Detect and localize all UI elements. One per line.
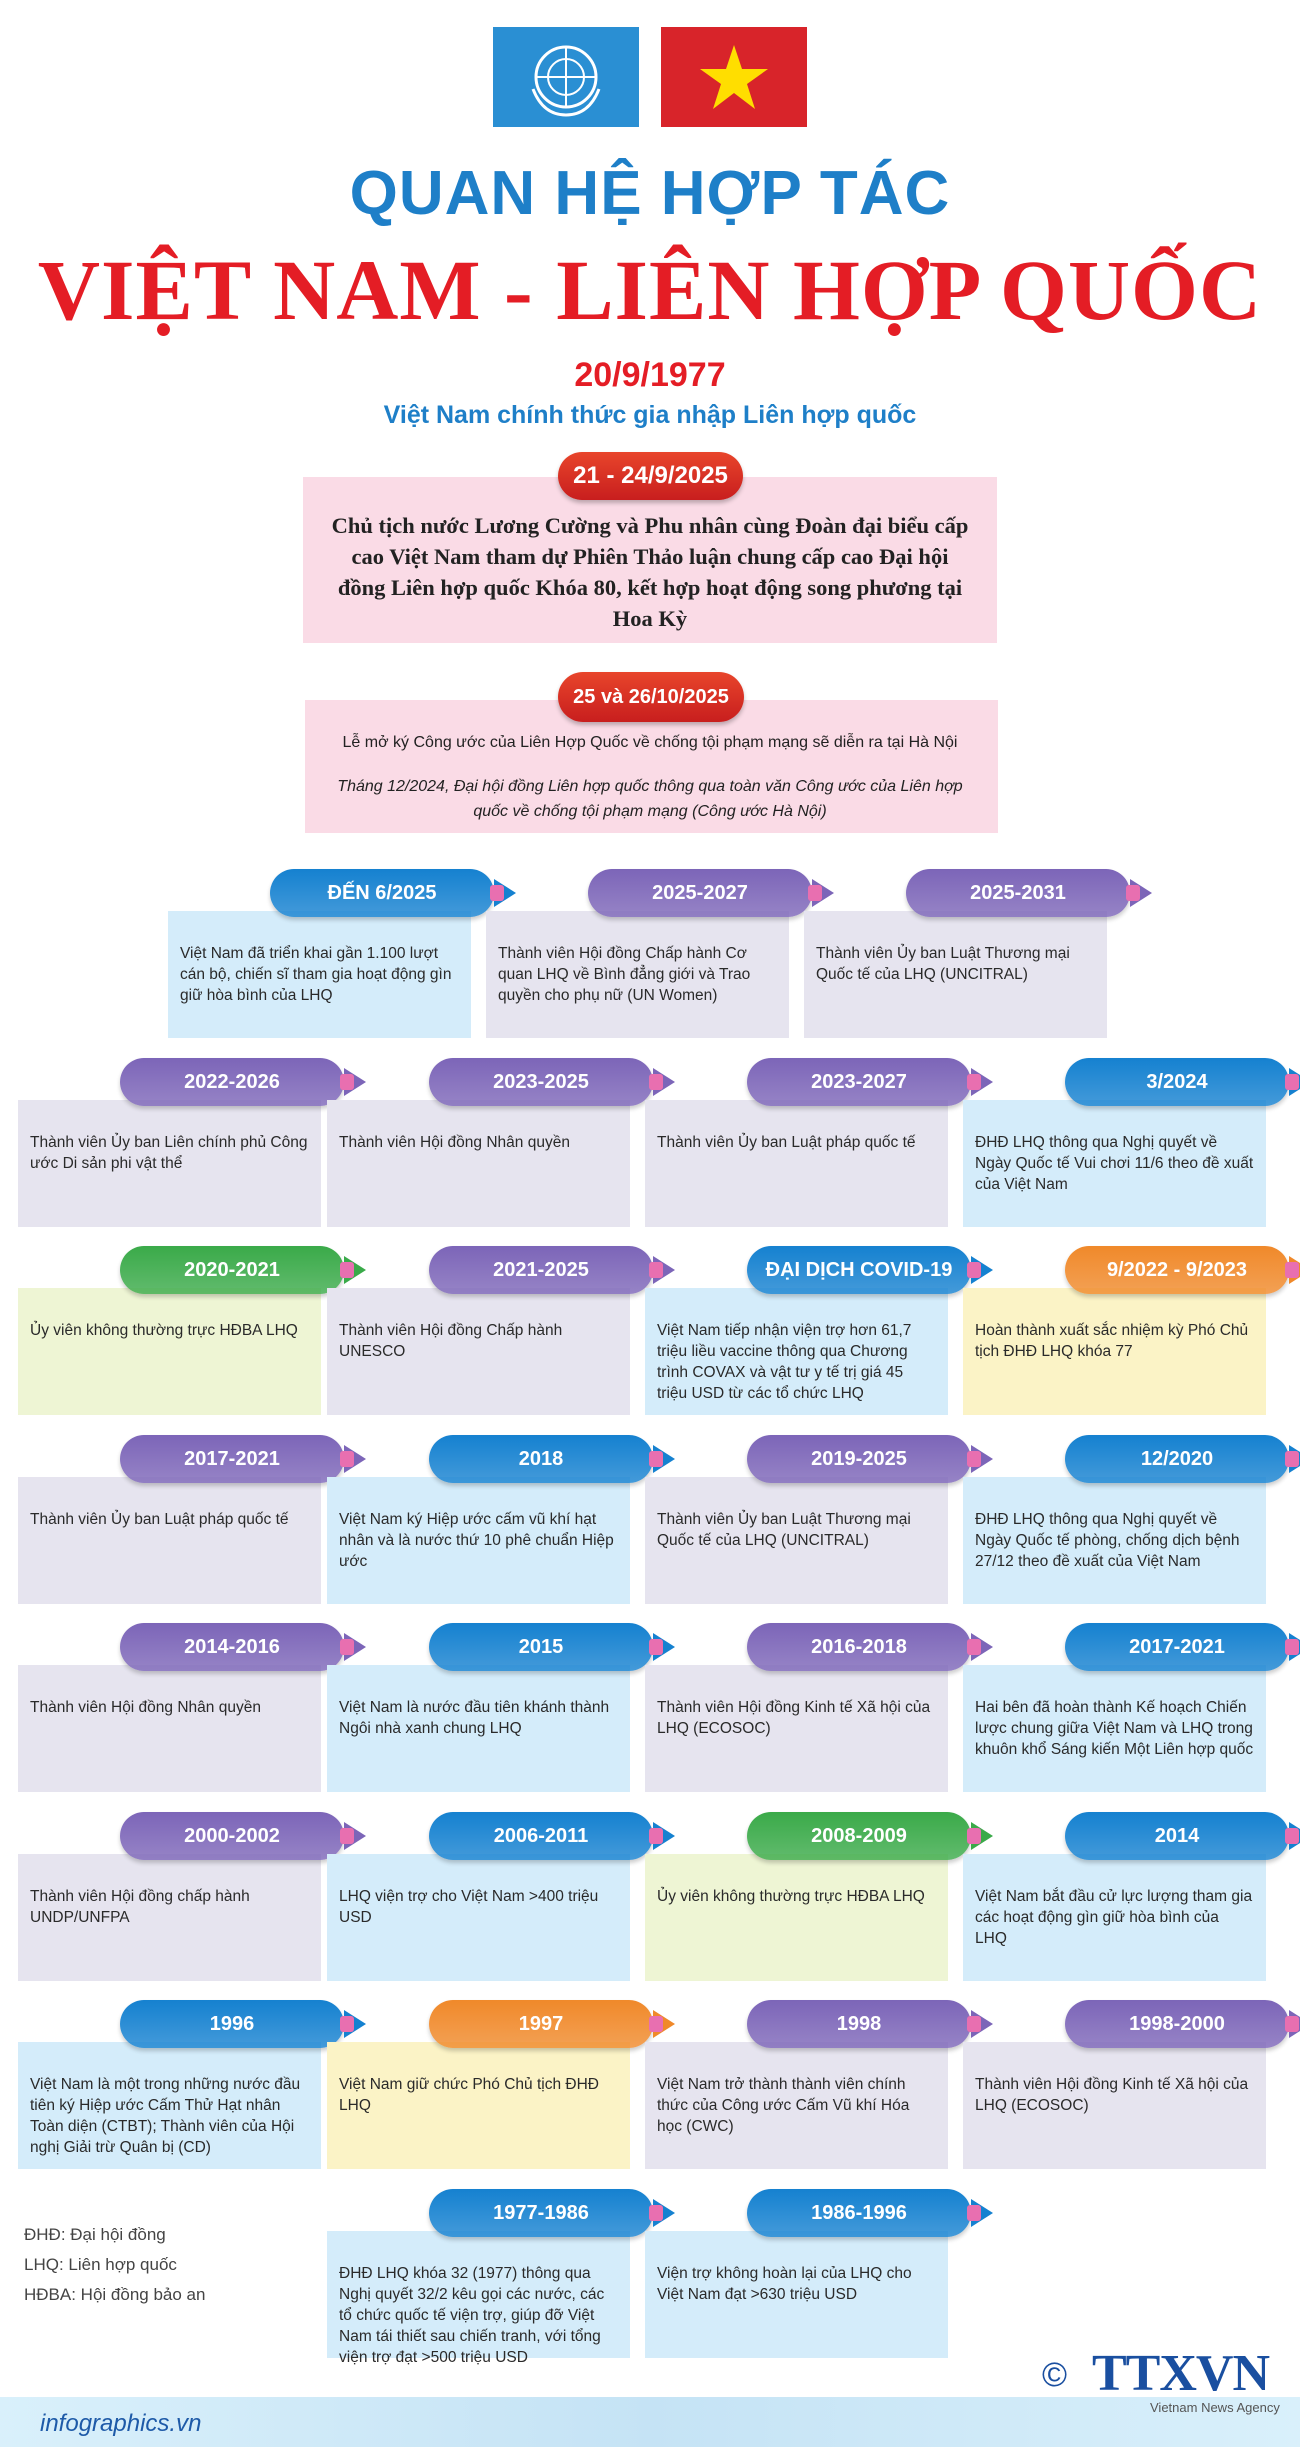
timeline-card bbox=[327, 1665, 630, 1792]
timeline-card-text: Thành viên Hội đồng Kinh tế Xã hội của LHQ (ECOSOC) bbox=[975, 2076, 1249, 2114]
timeline-card-text: Thành viên Hội đồng Nhân quyền bbox=[30, 1699, 261, 1716]
tag-icon bbox=[490, 885, 504, 901]
timeline-card bbox=[645, 1665, 948, 1792]
timeline-card bbox=[327, 1100, 630, 1227]
timeline-period-label: 1986-1996 bbox=[747, 2189, 971, 2237]
timeline-period-label: 2017-2021 bbox=[1065, 1623, 1289, 1671]
timeline-card bbox=[18, 2042, 321, 2169]
timeline-card bbox=[18, 1288, 321, 1415]
timeline-card-box bbox=[18, 1288, 321, 1415]
timeline-card-text: Thành viên Ủy ban Luật Thương mại Quốc tế của LHQ (UNCITRAL) bbox=[657, 1511, 911, 1549]
timeline-card bbox=[18, 1477, 321, 1604]
title-line-1: QUAN HỆ HỢP TÁC bbox=[349, 159, 951, 228]
timeline-card bbox=[963, 1854, 1266, 1981]
timeline-card bbox=[18, 1854, 321, 1981]
timeline-card-box bbox=[327, 1100, 630, 1227]
timeline-card bbox=[963, 1288, 1266, 1415]
highlight-date-1: 21 - 24/9/2025 bbox=[558, 452, 743, 500]
timeline-card bbox=[963, 1477, 1266, 1604]
timeline-period-label: 2016-2018 bbox=[747, 1623, 971, 1671]
tag-icon bbox=[808, 885, 822, 901]
tag-icon bbox=[649, 1074, 663, 1090]
timeline-card-text: Việt Nam đã triển khai gần 1.100 lượt cán bộ, chiến sĩ tham gia hoạt động gìn giữ hòa bình của LHQ bbox=[180, 945, 452, 1004]
timeline-period-label: 2006-2011 bbox=[429, 1812, 653, 1860]
timeline-card-text: Việt Nam ký Hiệp ước cấm vũ khí hạt nhân và là nước thứ 10 phê chuẩn Hiệp ước bbox=[339, 1511, 614, 1570]
tag-icon bbox=[1285, 1639, 1299, 1655]
timeline-card bbox=[18, 1665, 321, 1792]
timeline-card bbox=[963, 1100, 1266, 1227]
highlight-note-2: Tháng 12/2024, Đại hội đồng Liên hợp quốc thông qua toàn văn Công ước của Liên hợp quốc về chống tội phạm mạng (Công ước Hà Nội) bbox=[337, 778, 963, 820]
tag-icon bbox=[967, 1074, 981, 1090]
tag-icon bbox=[649, 1639, 663, 1655]
timeline-card-text: ĐHĐ LHQ thông qua Nghị quyết về Ngày Quốc tế phòng, chống dịch bệnh 27/12 theo đề xuất của Việt Nam bbox=[975, 1511, 1240, 1570]
timeline-period-label: 2025-2031 bbox=[906, 869, 1130, 917]
legend-item: ĐHĐ: Đại hội đồng bbox=[24, 2225, 166, 2244]
timeline-card-text: ĐHĐ LHQ khóa 32 (1977) thông qua Nghị quyết 32/2 kêu gọi các nước, các tổ chức quốc tế viện trợ, giúp đỡ Việt Nam tái thiết sau chiến tranh, với tổng viện trợ đạt >500 triệu USD bbox=[339, 2265, 605, 2366]
timeline-period-label: 2017-2021 bbox=[120, 1435, 344, 1483]
timeline-card bbox=[645, 1100, 948, 1227]
timeline-card-text: Thành viên Ủy ban Liên chính phủ Công ước Di sản phi vật thể bbox=[30, 1134, 308, 1172]
timeline-card bbox=[804, 911, 1107, 1038]
timeline-period-label: 2023-2027 bbox=[747, 1058, 971, 1106]
footer-url[interactable]: infographics.vn bbox=[40, 2410, 202, 2437]
highlight-date-2: 25 và 26/10/2025 bbox=[558, 672, 744, 722]
timeline-period-label: 2014 bbox=[1065, 1812, 1289, 1860]
tag-icon bbox=[340, 2016, 354, 2032]
timeline-period-label: 2018 bbox=[429, 1435, 653, 1483]
timeline-card-text: Việt Nam là một trong những nước đầu tiên ký Hiệp ước Cấm Thử Hạt nhân Toàn diện (CTBT); Thành viên của Hội nghị Giải trừ Quân bị (CD) bbox=[30, 2076, 301, 2156]
timeline-card-text: Hai bên đã hoàn thành Kế hoạch Chiến lược chung giữa Việt Nam và LHQ trong khuôn khổ Sáng kiến Một Liên hợp quốc bbox=[975, 1699, 1254, 1758]
timeline-period-label: 1996 bbox=[120, 2000, 344, 2048]
timeline-period-label: 2019-2025 bbox=[747, 1435, 971, 1483]
timeline-card bbox=[327, 2042, 630, 2169]
tag-icon bbox=[649, 1262, 663, 1278]
timeline-card-text: Thành viên Hội đồng chấp hành UNDP/UNFPA bbox=[30, 1888, 250, 1926]
timeline-card-text: Việt Nam trở thành thành viên chính thức của Công ước Cấm Vũ khí Hóa học (CWC) bbox=[657, 2076, 910, 2135]
timeline-card bbox=[327, 1477, 630, 1604]
timeline-period-label: 9/2022 - 9/2023 bbox=[1065, 1246, 1289, 1294]
timeline-card-text: LHQ viện trợ cho Việt Nam >400 triệu USD bbox=[339, 1888, 599, 1926]
tag-icon bbox=[649, 2205, 663, 2221]
timeline-period-label: 3/2024 bbox=[1065, 1058, 1289, 1106]
timeline-card-text: Hoàn thành xuất sắc nhiệm kỳ Phó Chủ tịch ĐHĐ LHQ khóa 77 bbox=[975, 1322, 1249, 1360]
timeline-card-text: Ủy viên không thường trực HĐBA LHQ bbox=[657, 1888, 925, 1905]
timeline-card-text: Việt Nam giữ chức Phó Chủ tịch ĐHĐ LHQ bbox=[339, 2076, 599, 2114]
tag-icon bbox=[649, 2016, 663, 2032]
timeline-period-label: 2020-2021 bbox=[120, 1246, 344, 1294]
timeline-card-text: Viện trợ không hoàn lại của LHQ cho Việt Nam đạt >630 triệu USD bbox=[657, 2265, 912, 2303]
tag-icon bbox=[1285, 1828, 1299, 1844]
tag-icon bbox=[1126, 885, 1140, 901]
join-date: 20/9/1977 bbox=[574, 356, 726, 394]
highlight-text-1: Chủ tịch nước Lương Cường và Phu nhân cùng Đoàn đại biểu cấp cao Việt Nam tham dự Phiên Thảo luận chung cấp cao Đại hội đồng Liên hợp quốc Khóa 80, kết hợp hoạt động song phương tại Hoa Kỳ bbox=[331, 513, 969, 631]
join-text: Việt Nam chính thức gia nhập Liên hợp quốc bbox=[383, 401, 917, 429]
tag-icon bbox=[1285, 1262, 1299, 1278]
timeline-card bbox=[168, 911, 471, 1038]
timeline-card-box bbox=[18, 1665, 321, 1792]
timeline-card-text: Thành viên Ủy ban Luật pháp quốc tế bbox=[657, 1134, 916, 1151]
tag-icon bbox=[967, 1262, 981, 1278]
timeline-card-box bbox=[18, 1477, 321, 1604]
tag-icon bbox=[340, 1451, 354, 1467]
tag-icon bbox=[967, 1828, 981, 1844]
timeline-card bbox=[327, 2231, 630, 2366]
timeline-period-label: ĐẾN 6/2025 bbox=[270, 869, 494, 917]
timeline-card-text: Thành viên Hội đồng Chấp hành Cơ quan LHQ về Bình đẳng giới và Trao quyền cho phụ nữ (UN Women) bbox=[498, 945, 751, 1004]
legend-item: HĐBA: Hội đồng bảo an bbox=[24, 2285, 206, 2304]
tag-icon bbox=[340, 1074, 354, 1090]
timeline-period-label: 12/2020 bbox=[1065, 1435, 1289, 1483]
timeline-card-text: Thành viên Ủy ban Luật Thương mại Quốc tế của LHQ (UNCITRAL) bbox=[816, 945, 1070, 983]
tag-icon bbox=[340, 1639, 354, 1655]
timeline-card-text: Thành viên Hội đồng Kinh tế Xã hội của LHQ (ECOSOC) bbox=[657, 1699, 931, 1737]
timeline-period-label: 2008-2009 bbox=[747, 1812, 971, 1860]
timeline-card bbox=[327, 1288, 630, 1415]
timeline-card-text: Thành viên Hội đồng Chấp hành UNESCO bbox=[339, 1322, 563, 1360]
legend-item: LHQ: Liên hợp quốc bbox=[24, 2255, 177, 2274]
timeline-period-label: 1977-1986 bbox=[429, 2189, 653, 2237]
timeline-card bbox=[645, 2231, 948, 2358]
timeline-card bbox=[327, 1854, 630, 1981]
timeline-period-label: 1997 bbox=[429, 2000, 653, 2048]
highlight-text-2: Lễ mở ký Công ước của Liên Hợp Quốc về chống tội phạm mạng sẽ diễn ra tại Hà Nội bbox=[342, 734, 958, 751]
timeline-card-text: ĐHĐ LHQ thông qua Nghị quyết về Ngày Quốc tế Vui chơi 11/6 theo đề xuất của Việt Nam bbox=[975, 1134, 1254, 1193]
timeline-card bbox=[645, 1854, 948, 1981]
ttxvn-logo: TTXVN bbox=[1092, 2345, 1270, 2402]
vietnam-flag-icon bbox=[661, 27, 807, 127]
tag-icon bbox=[967, 1451, 981, 1467]
timeline-period-label: 2000-2002 bbox=[120, 1812, 344, 1860]
tag-icon bbox=[340, 1828, 354, 1844]
tag-icon bbox=[1285, 1451, 1299, 1467]
timeline-card-text: Thành viên Ủy ban Luật pháp quốc tế bbox=[30, 1511, 289, 1528]
title-line-2: VIỆT NAM - LIÊN HỢP QUỐC bbox=[37, 242, 1263, 338]
tag-icon bbox=[1285, 1074, 1299, 1090]
timeline-card bbox=[18, 1100, 321, 1227]
timeline-card bbox=[645, 1477, 948, 1604]
timeline-period-label: 2021-2025 bbox=[429, 1246, 653, 1294]
timeline-card-box bbox=[645, 1854, 948, 1981]
tag-icon bbox=[340, 1262, 354, 1278]
timeline-period-label: 2014-2016 bbox=[120, 1623, 344, 1671]
timeline-card bbox=[963, 1665, 1266, 1792]
tag-icon bbox=[649, 1451, 663, 1467]
timeline-period-label: 1998 bbox=[747, 2000, 971, 2048]
un-flag-icon bbox=[493, 27, 639, 127]
ttxvn-logo-sub: Vietnam News Agency bbox=[1150, 2400, 1280, 2415]
timeline-period-label: 2022-2026 bbox=[120, 1058, 344, 1106]
tag-icon bbox=[967, 2205, 981, 2221]
tag-icon bbox=[967, 2016, 981, 2032]
timeline-period-label: 2023-2025 bbox=[429, 1058, 653, 1106]
timeline-period-label: 2015 bbox=[429, 1623, 653, 1671]
timeline-card-text: Việt Nam là nước đầu tiên khánh thành Ngôi nhà xanh chung LHQ bbox=[339, 1699, 610, 1737]
tag-icon bbox=[1285, 2016, 1299, 2032]
timeline-period-label: ĐẠI DỊCH COVID-19 bbox=[747, 1246, 971, 1294]
timeline-period-label: 2025-2027 bbox=[588, 869, 812, 917]
tag-icon bbox=[649, 1828, 663, 1844]
tag-icon bbox=[967, 1639, 981, 1655]
timeline-card-text: Ủy viên không thường trực HĐBA LHQ bbox=[30, 1322, 298, 1339]
timeline-card bbox=[645, 1288, 948, 1415]
timeline-card-text: Thành viên Hội đồng Nhân quyền bbox=[339, 1134, 570, 1151]
timeline-card bbox=[963, 2042, 1266, 2169]
timeline-card-text: Việt Nam bắt đầu cử lực lượng tham gia các hoạt động gìn giữ hòa bình của LHQ bbox=[975, 1888, 1253, 1947]
timeline-card bbox=[645, 2042, 948, 2169]
timeline-card-text: Việt Nam tiếp nhận viện trợ hơn 61,7 triệu liều vaccine thông qua Chương trình COVAX và vật tư y tế trị giá 45 triệu USD từ các tổ chức LHQ bbox=[657, 1322, 912, 1402]
timeline-card-box bbox=[645, 1100, 948, 1227]
timeline-period-label: 1998-2000 bbox=[1065, 2000, 1289, 2048]
copyright-icon: © bbox=[1042, 2356, 1068, 2394]
timeline-card bbox=[486, 911, 789, 1038]
